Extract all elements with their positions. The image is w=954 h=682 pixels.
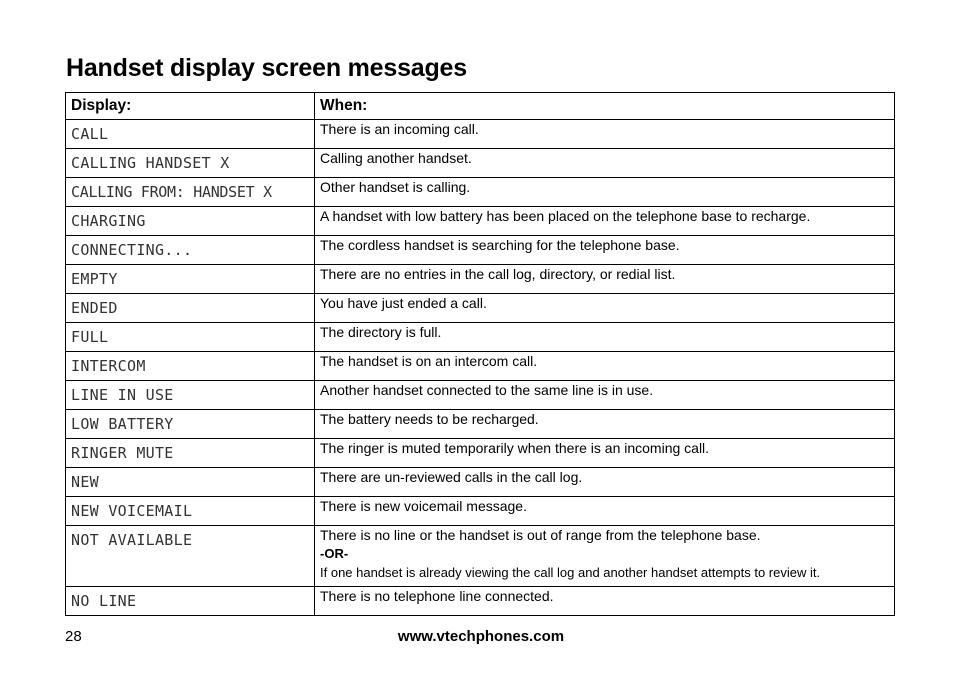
display-message: NEW: [66, 468, 315, 497]
table-row: [66, 323, 895, 352]
display-message: INTERCOM: [66, 352, 315, 381]
display-message: NO LINE: [66, 587, 315, 616]
when-description: The directory is full.: [315, 323, 895, 352]
display-message: RINGER MUTE: [66, 439, 315, 468]
table-row: [66, 410, 895, 439]
display-message: CALL: [66, 120, 315, 149]
when-description-alt: If one handset is already viewing the call log and another handset attempts to review it.: [320, 565, 821, 580]
display-message: ENDED: [66, 294, 315, 323]
when-description: Calling another handset.: [315, 149, 895, 178]
table-row: [66, 120, 895, 149]
when-description: The battery needs to be recharged.: [315, 410, 895, 439]
table-row: [66, 497, 895, 526]
table-row: [66, 526, 895, 587]
table-row: [66, 178, 895, 207]
when-description: Other handset is calling.: [315, 178, 895, 207]
table-row: [66, 381, 895, 410]
display-message: NOT AVAILABLE: [66, 526, 315, 587]
table-row: [66, 236, 895, 265]
when-description: Another handset connected to the same line is in use.: [315, 381, 895, 410]
display-message: FULL: [66, 323, 315, 352]
when-description: There are un-reviewed calls in the call log.: [315, 468, 895, 497]
table-header-row: [66, 93, 895, 120]
table-row: [66, 207, 895, 236]
when-description-multi: [315, 526, 895, 587]
when-description: The handset is on an intercom call.: [315, 352, 895, 381]
page-number: 28: [65, 628, 82, 645]
display-message: LINE IN USE: [66, 381, 315, 410]
header-when: When:: [315, 93, 895, 120]
table-row: [66, 439, 895, 468]
table-row: [66, 265, 895, 294]
table-row: [66, 468, 895, 497]
display-message: EMPTY: [66, 265, 315, 294]
or-separator: -OR-: [320, 546, 349, 561]
table-row: [66, 352, 895, 381]
when-description: You have just ended a call.: [315, 294, 895, 323]
when-description: A handset with low battery has been placed on the telephone base to recharge.: [315, 207, 895, 236]
table-row: [66, 294, 895, 323]
display-message: LOW BATTERY: [66, 410, 315, 439]
table-row: [66, 149, 895, 178]
when-description: The ringer is muted temporarily when there is an incoming call.: [315, 439, 895, 468]
display-message: CALLING HANDSET X: [66, 149, 315, 178]
table-row: [66, 587, 895, 616]
header-display: Display:: [66, 93, 315, 120]
display-message: NEW VOICEMAIL: [66, 497, 315, 526]
when-description: There is new voicemail message.: [315, 497, 895, 526]
website-url: www.vtechphones.com: [397, 628, 565, 645]
display-message: CONNECTING...: [66, 236, 315, 265]
display-message: CHARGING: [66, 207, 315, 236]
when-description: There is no line or the handset is out of range from the telephone base.: [320, 527, 761, 543]
page-title: Handset display screen messages: [66, 54, 467, 82]
when-description: There is an incoming call.: [315, 120, 895, 149]
display-message: CALLING FROM: HANDSET X: [66, 178, 315, 207]
when-description: There are no entries in the call log, directory, or redial list.: [315, 265, 895, 294]
when-description: There is no telephone line connected.: [315, 587, 895, 616]
when-description: The cordless handset is searching for the telephone base.: [315, 236, 895, 265]
messages-table: [65, 92, 895, 616]
